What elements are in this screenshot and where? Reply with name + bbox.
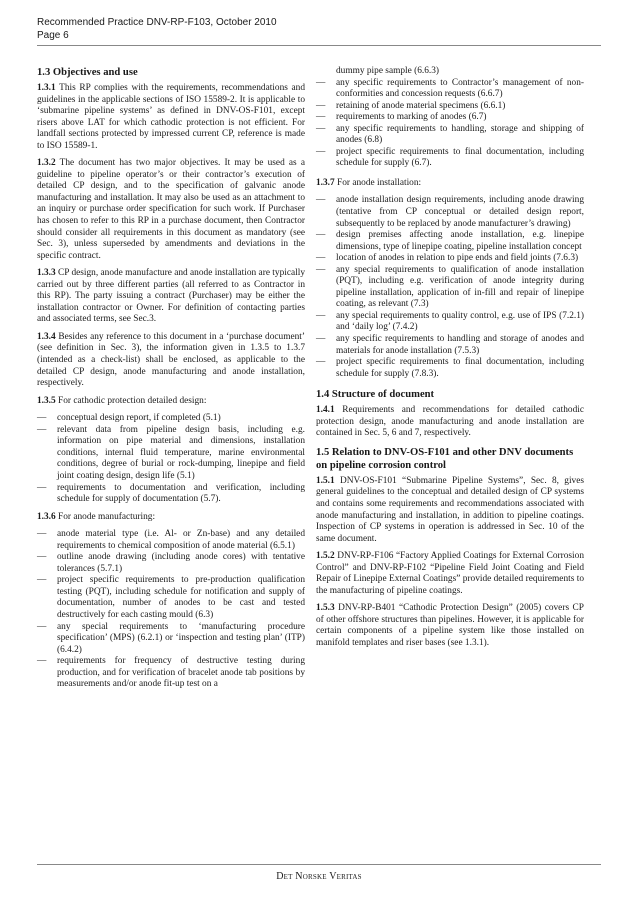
list-item: — any specific requirements to handling and storage of anodes and materials for anode installation (7.5.3) (316, 334, 584, 357)
right-column (316, 66, 584, 656)
list-item: — conceptual design report, if completed (5.1) (37, 413, 305, 425)
list-item: — anode installation design requirements, including anode drawing (tentative from CP conceptual or detailed design report, subsequently to be replaced by anode manufacturer’s drawing) (316, 195, 584, 230)
list-item: — design premises affecting anode installation, e.g. linepipe dimensions, type of linepipe coating, pipeline installation concept (316, 230, 584, 253)
list-1-3-6 (37, 529, 305, 691)
paragraph-1-4-1: 1.4.1 Requirements and recommendations for detailed cathodic protection design, anode manufacturing and anode installation are contained in Sec. 5, 6 and 7, respectively. (316, 405, 584, 439)
footer-rule (37, 864, 601, 865)
list-item: — outline anode drawing (including anode cores) with tentative tolerances (5.7.1) (37, 552, 305, 575)
paragraph-1-3-2: 1.3.2 The document has two major objectives. It may be used as a guideline to pipeline operator’s or their contractor’s execution of detailed CP design, and to the specification of galvanic anode manufacturing and installation. It may also be used as an attachment to an inquiry or purchase order specification for such work. If Purchaser has chosen to refer to this RP in a purchase document, then Contractor should consider all requirements in this document as mandatory (see Sec. 3), unless superseded by amendments and deviations in the specific contract. (37, 158, 305, 261)
list-item: — any specific requirements to Contractor’s management of non-conformities and concession requests (6.6.7) (316, 78, 584, 101)
list-1-3-7 (316, 195, 584, 380)
header-page-number: Page 6 (37, 30, 69, 41)
list-item-continuation: dummy pipe sample (6.6.3) (336, 66, 440, 76)
section-heading-1-5: 1.5 Relation to DNV-OS-F101 and other DNV documents on pipeline corrosion control (316, 446, 574, 471)
list-item: — project specific requirements to pre-production qualification testing (PQT), including schedule for notification and supply of documentation, number of anodes to be cast and tested destructively for each casting mould (6.3) (37, 575, 305, 621)
list-item: — location of anodes in relation to pipe ends and field joints (7.6.3) (316, 253, 584, 265)
list-item: — requirements to marking of anodes (6.7) (316, 112, 584, 124)
footer-publisher: Det Norske Veritas (276, 871, 362, 882)
section-heading-1-3: 1.3 Objectives and use (37, 67, 138, 78)
list-item: — any special requirements to ‘manufacturing procedure specification’ (MPS) (6.2.1) or ‘inspection and testing plan’ (ITP) (6.4.2) (37, 622, 305, 657)
list-item: — any special requirements to qualification of anode installation (PQT), including e.g. verification of anode integrity during pipeline installation, application of in-fill and repair of linepipe coating, as relevant (7.3) (316, 265, 584, 311)
list-item: — requirements to documentation and verification, including schedule for supply of documentation (5.7). (37, 483, 305, 506)
header-rule (37, 45, 601, 46)
header-document-title: Recommended Practice DNV-RP-F103, October 2010 (37, 17, 277, 28)
list-item: — retaining of anode material specimens (6.6.1) (316, 101, 584, 113)
list-item: — relevant data from pipeline design basis, including e.g. information on pipe material and dimensions, installation conditions, internal fluid temperature, marine environmental conditions, degree of burial or rock-dumping, linepipe and field joint coating design, design life (5.1) (37, 425, 305, 483)
list-item: — any special requirements to quality control, e.g. use of IPS (7.2.1) and ‘daily log’ (7.4.2) (316, 311, 584, 334)
paragraph-1-3-6: 1.3.6 For anode manufacturing: (37, 511, 156, 522)
page-header (37, 16, 277, 42)
paragraph-1-5-3: 1.5.3 DNV-RP-B401 “Cathodic Protection Design” (2005) covers CP of other offshore structures than pipelines. However, it is applicable for certain components of a pipeline system like those installed on manifold templates and riser bases (see 1.3.1). (316, 603, 584, 648)
page-footer (0, 871, 638, 882)
list-item: — project specific requirements to final documentation, including schedule for supply (7.8.3). (316, 357, 584, 380)
paragraph-1-3-7: 1.3.7 For anode installation: (316, 177, 422, 188)
list-item: — requirements for frequency of destructive testing during production, and for verification of bracelet anode tab positions by measurements and/or anode fit-up test on a (37, 656, 305, 691)
paragraph-1-3-4: 1.3.4 Besides any reference to this document in a ‘purchase document’ (see definition in Sec. 3), the information given in 1.3.5 to 1.3.7 (intended as a check-list) shall be enclosed, as applicable to the detailed CP design, anode manufacturing and anode installation, respectively. (37, 331, 305, 389)
list-1-3-6-continued (316, 66, 584, 170)
section-heading-1-4: 1.4 Structure of document (316, 389, 435, 401)
left-column (37, 66, 305, 697)
paragraph-1-3-5: 1.3.5 For cathodic protection detailed design: (37, 395, 207, 406)
list-1-3-5 (37, 413, 305, 505)
paragraph-1-3-3: 1.3.3 CP design, anode manufacture and anode installation are typically carried out by three different parties (all referred to as Contractor in this RP). The party issuing a contract (Purchaser) may be either the installation contractor or Owner. For definition of contacting parties and associated terms, see Sec.3. (37, 268, 305, 325)
list-item: — project specific requirements to final documentation, including schedule for supply (6.7). (316, 147, 584, 170)
paragraph-1-5-1: 1.5.1 DNV-OS-F101 “Submarine Pipeline Systems”, Sec. 8, gives general guidelines to the conceptual and detailed design of CP systems and contains some requirements and recommendations associated with anode manufacturing and installation, in addition to pipeline coatings. Inspection of CP systems in operation is addressed in Sec. 10 of the same document. (316, 475, 584, 544)
list-item: — any specific requirements to handling, storage and shipping of anodes (6.8) (316, 124, 584, 147)
list-item: — anode material type (i.e. Al- or Zn-base) and any detailed requirements to chemical composition of anode material (6.5.1) (37, 529, 305, 552)
paragraph-1-3-1: 1.3.1 This RP complies with the requirements, recommendations and guidelines in the applicable sections of ISO 15589-2. It is applicable to ‘submarine pipeline systems’ as defined in DNV-OS-F101, except risers above LAT for which cathodic protection is not efficient. For landfall sections protected by impressed current CP, reference is made to ISO 15589-1. (37, 83, 305, 151)
paragraph-1-5-2: 1.5.2 DNV-RP-F106 “Factory Applied Coatings for External Corrosion Control” and DNV-RP-F102 “Pipeline Field Joint Coating and Field Repair of Linepipe External Coatings” provide detailed requirements to the manufacturing of pipeline coatings. (316, 551, 584, 596)
